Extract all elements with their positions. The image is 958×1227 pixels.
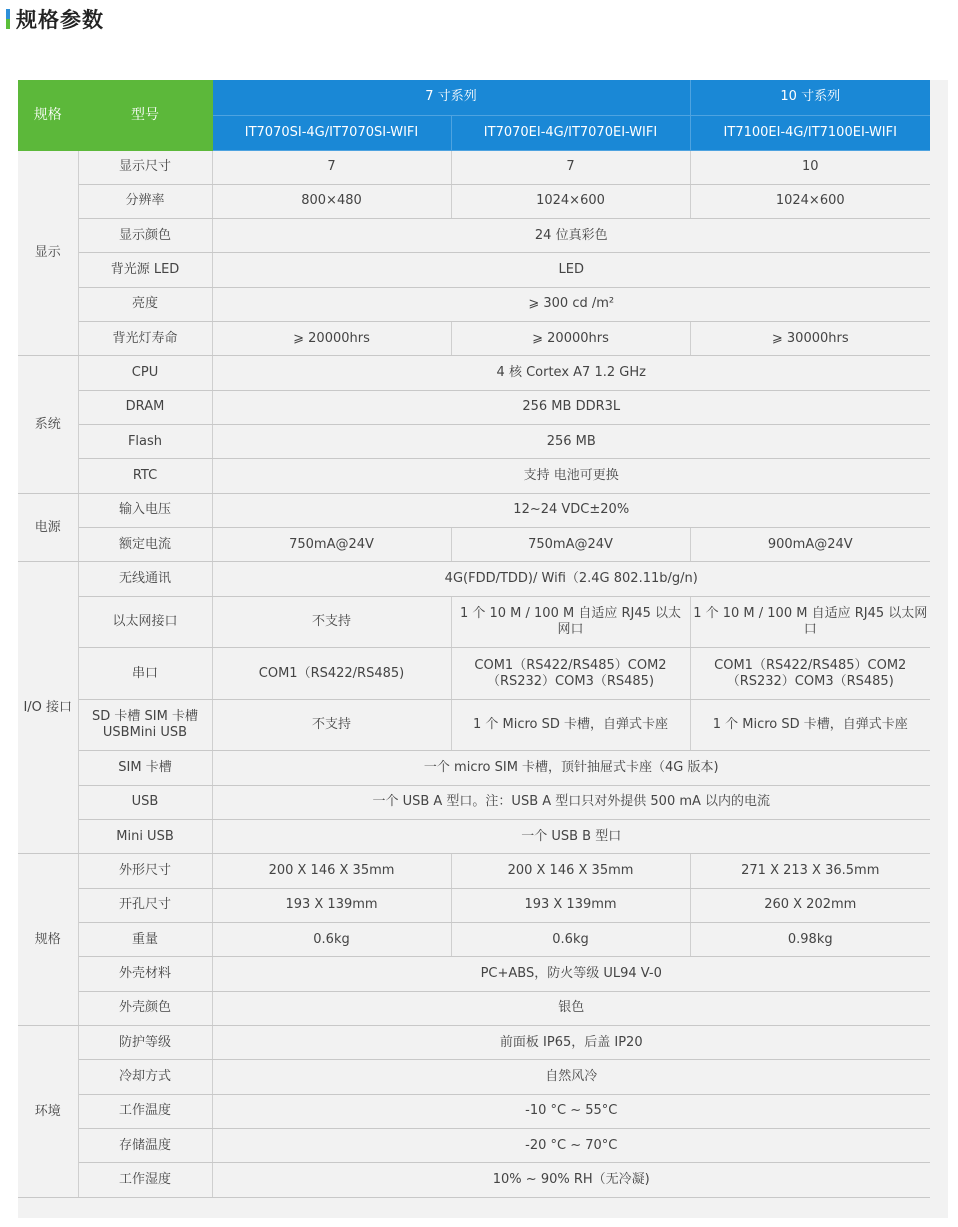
value-cell: 自然风冷 [212,1060,930,1094]
item-label-cell: 冷却方式 [78,1060,212,1094]
table-row [18,184,930,218]
table-row [18,957,930,991]
item-label-cell: 输入电压 [78,493,212,527]
value-cell: 256 MB DDR3L [212,390,930,424]
value-cell: 0.6kg [451,923,690,957]
value-cell: 193 X 139mm [212,888,451,922]
value-cell: 不支持 [212,699,451,751]
table-row [18,991,930,1025]
value-cell: ⩾ 300 cd /m² [212,287,930,321]
item-label-cell: 工作温度 [78,1094,212,1128]
header-series-10: 10 寸系列 [690,80,930,115]
value-cell: 7 [451,150,690,184]
header-model-2: IT7070EI-4G/IT7070EI-WIFI [451,115,690,150]
value-cell: 银色 [212,991,930,1025]
table-row [18,322,930,356]
value-cell: 200 X 146 X 35mm [451,854,690,888]
value-cell: LED [212,253,930,287]
value-cell: 24 位真彩色 [212,219,930,253]
value-cell: 4 核 Cortex A7 1.2 GHz [212,356,930,390]
value-cell: 1 个 10 M / 100 M 自适应 RJ45 以太网口 [451,596,690,648]
table-row [18,219,930,253]
item-label-cell: 存储温度 [78,1129,212,1163]
value-cell: 900mA@24V [690,528,930,562]
value-cell: 200 X 146 X 35mm [212,854,451,888]
table-row [18,888,930,922]
value-cell: 一个 USB A 型口。注：USB A 型口只对外提供 500 mA 以内的电流 [212,785,930,819]
value-cell: -20 °C ~ 70°C [212,1129,930,1163]
item-label-cell: SIM 卡槽 [78,751,212,785]
value-cell: COM1（RS422/RS485）COM2（RS232）COM3（RS485) [451,648,690,700]
header-model-3: IT7100EI-4G/IT7100EI-WIFI [690,115,930,150]
value-cell: 10% ~ 90% RH（无冷凝) [212,1163,930,1198]
item-label-cell: 亮度 [78,287,212,321]
item-label-cell: 以太网接口 [78,596,212,648]
value-cell: PC+ABS，防火等级 UL94 V-0 [212,957,930,991]
table-row [18,562,930,596]
item-label-cell: USB [78,785,212,819]
table-row [18,1094,930,1128]
table-row [18,596,930,648]
table-row [18,923,930,957]
item-label-cell: 重量 [78,923,212,957]
table-row [18,287,930,321]
item-label-cell: 背光源 LED [78,253,212,287]
value-cell: 一个 USB B 型口 [212,820,930,854]
spec-table [18,80,930,1198]
item-label-cell: 分辨率 [78,184,212,218]
value-cell: 1 个 Micro SD 卡槽，自弹式卡座 [690,699,930,751]
value-cell: 不支持 [212,596,451,648]
value-cell: 193 X 139mm [451,888,690,922]
table-row [18,493,930,527]
spec-table-panel [18,80,948,1218]
item-label-cell: 额定电流 [78,528,212,562]
value-cell: COM1（RS422/RS485）COM2（RS232）COM3（RS485) [690,648,930,700]
value-cell: 271 X 213 X 36.5mm [690,854,930,888]
value-cell: 800×480 [212,184,451,218]
table-row [18,253,930,287]
table-row [18,1129,930,1163]
table-row [18,854,930,888]
item-label-cell: 无线通讯 [78,562,212,596]
item-label-cell: 开孔尺寸 [78,888,212,922]
value-cell: ⩾ 20000hrs [451,322,690,356]
value-cell: 750mA@24V [451,528,690,562]
value-cell: 12~24 VDC±20% [212,493,930,527]
table-row [18,390,930,424]
value-cell: 7 [212,150,451,184]
category-cell: 显示 [18,150,78,356]
table-row [18,751,930,785]
value-cell: 0.98kg [690,923,930,957]
value-cell: 1 个 10 M / 100 M 自适应 RJ45 以太网口 [690,596,930,648]
item-label-cell: 防护等级 [78,1026,212,1060]
value-cell: 0.6kg [212,923,451,957]
value-cell: -10 °C ~ 55°C [212,1094,930,1128]
value-cell: 260 X 202mm [690,888,930,922]
table-row [18,356,930,390]
spec-table-body [18,150,930,1198]
category-cell: I/O 接口 [18,562,78,854]
item-label-cell: 背光灯寿命 [78,322,212,356]
value-cell: 1024×600 [451,184,690,218]
section-heading [6,6,104,32]
item-label-cell: Mini USB [78,820,212,854]
item-label-cell: 外壳颜色 [78,991,212,1025]
table-row [18,785,930,819]
value-cell: 10 [690,150,930,184]
value-cell: ⩾ 30000hrs [690,322,930,356]
item-label-cell: 显示颜色 [78,219,212,253]
table-row [18,1060,930,1094]
header-model-1: IT7070SI-4G/IT7070SI-WIFI [212,115,451,150]
table-row [18,648,930,700]
page-title: 规格参数 [16,8,104,32]
item-label-cell: 显示尺寸 [78,150,212,184]
value-cell: ⩾ 20000hrs [212,322,451,356]
category-cell: 环境 [18,1026,78,1198]
table-row [18,1026,930,1060]
value-cell: 前面板 IP65，后盖 IP20 [212,1026,930,1060]
value-cell: 256 MB [212,425,930,459]
header-series-7: 7 寸系列 [212,80,690,115]
value-cell: 1024×600 [690,184,930,218]
category-cell: 系统 [18,356,78,493]
heading-accent-bar [6,9,10,29]
value-cell: 1 个 Micro SD 卡槽，自弹式卡座 [451,699,690,751]
item-label-cell: 工作湿度 [78,1163,212,1198]
table-row [18,459,930,493]
item-label-cell: 外壳材料 [78,957,212,991]
table-row [18,820,930,854]
item-label-cell: Flash [78,425,212,459]
item-label-cell: 串口 [78,648,212,700]
item-label-cell: SD 卡槽 SIM 卡槽 USBMini USB [78,699,212,751]
item-label-cell: CPU [78,356,212,390]
value-cell: 750mA@24V [212,528,451,562]
header-model: 型号 [78,80,212,150]
item-label-cell: 外形尺寸 [78,854,212,888]
item-label-cell: DRAM [78,390,212,424]
value-cell: COM1（RS422/RS485) [212,648,451,700]
category-cell: 规格 [18,854,78,1026]
value-cell: 支持 电池可更换 [212,459,930,493]
table-row [18,699,930,751]
item-label-cell: RTC [78,459,212,493]
category-cell: 电源 [18,493,78,562]
value-cell: 4G(FDD/TDD)/ Wifi（2.4G 802.11b/g/n) [212,562,930,596]
table-row [18,528,930,562]
table-row [18,150,930,184]
header-spec: 规格 [18,80,78,150]
value-cell: 一个 micro SIM 卡槽，顶针抽屉式卡座（4G 版本) [212,751,930,785]
table-row [18,1163,930,1198]
table-row [18,425,930,459]
